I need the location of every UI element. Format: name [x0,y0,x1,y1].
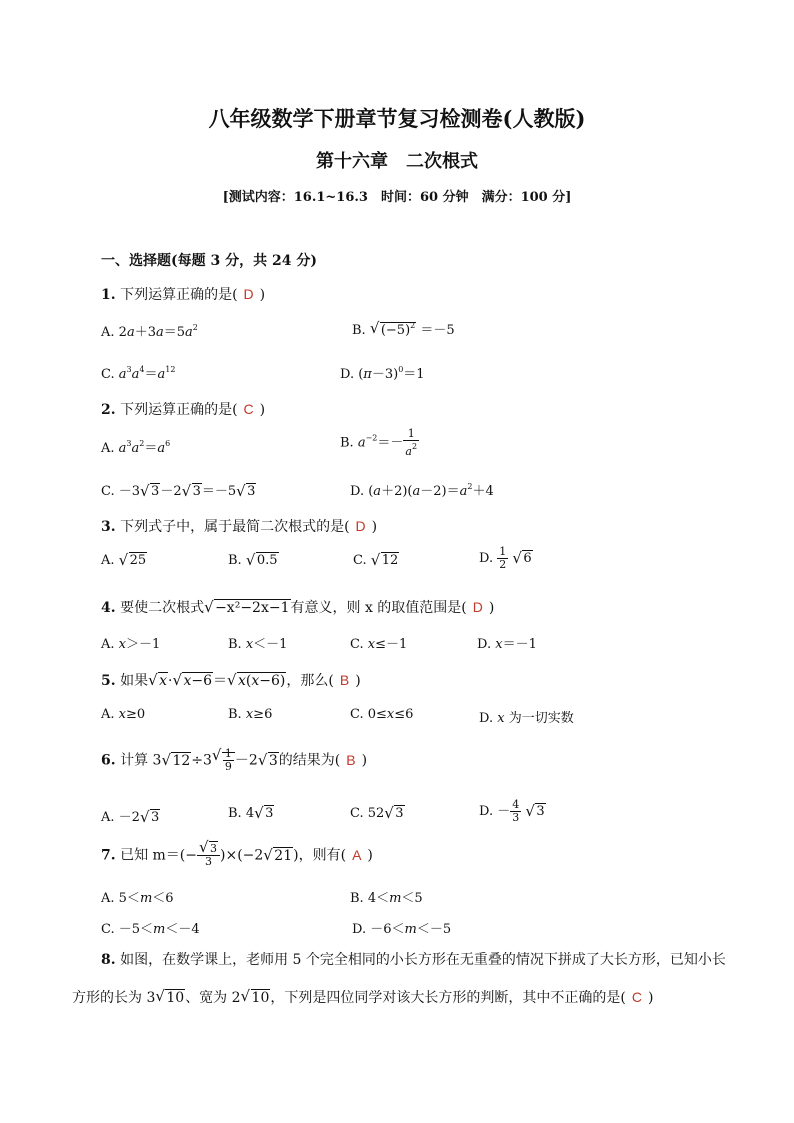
option-5c: C. 0≤x≤6 [350,707,414,722]
option-4d: D. x＝－1 [477,637,537,652]
answer-3: D [355,518,366,534]
option-4a: A. x＞－1 [101,637,161,652]
answer-4: D [472,599,483,615]
option-3b: B. √ 0.5 [228,553,279,568]
answer-7: A [352,846,362,863]
option-4b: B. x＜－1 [228,637,288,652]
option-5b: B. x≥6 [228,707,273,722]
answer-5: B [339,672,350,688]
option-6a: A. －2√ 3 [101,806,160,825]
option-1c: C. $a^3a^4=a^{12}$ [101,365,176,382]
question-1: 1. 下列运算正确的是( D ) [101,286,266,303]
question-4: 4. 要使二次根式√ −x²−2x−1有意义，则 x 的取值范围是( D ) [101,597,494,617]
option-7a: A. 5＜m＜6 [101,891,174,906]
option-4c: C. x≤－1 [350,637,408,652]
answer-8: C [631,989,642,1005]
answer-1: D [243,286,254,302]
option-7c: C. －5＜m＜－4 [101,922,200,937]
question-3: 3. 下列式子中，属于最简二次根式的是( D ) [101,518,378,535]
option-2a: A. $a^3a^2=a^6$ [101,439,171,456]
option-7d: D. －6＜m＜－5 [352,922,452,937]
question-8-line-1: 8. 如图，在数学课上，老师用 5 个完全相同的小长方形在无重叠的情况下拼成了大长方形，已知小长 [101,952,726,968]
answer-2: C [243,401,254,417]
option-3d: D. $\frac{1}{2}$ √ 6 [479,546,533,571]
option-2d: D. $(a+2)(a-2)=a^2+4$ [350,482,494,499]
option-2b: B. $a^{-2}=-$ $\frac{1}{a^2}$ [340,427,418,458]
answer-6: B [346,751,356,768]
option-2c: C. －3√ 3－2√ 3＝－5√ 3 [101,480,256,499]
question-7: 7. 已知 m＝(− √ $\frac{3}{3}$ )×(−2√ 21)，则有( A ) [101,843,373,868]
option-3c: C. √ 12 [353,553,399,568]
option-6d: D. － $\frac{4}{3}$ √ 3 [479,799,546,824]
question-2: 2. 下列运算正确的是( C ) [101,401,266,418]
option-1b: B. √ $(-5)^2 =-5$ [352,319,455,338]
page-title: 八年级数学下册章节复习检测卷(人教版) [208,106,586,131]
section-heading: 一、选择题(每题 3 分，共 24 分) [101,253,317,269]
option-7b: B. 4＜m＜5 [350,891,423,906]
option-5d: D. x 为一切实数 [479,711,574,726]
test-info: [测试内容：16.1~16.3 时间：60 分钟 满分：100 分] [222,190,572,205]
option-1a: A. $2a+3a=5a^2$ [101,323,198,340]
chapter-title: 第十六章 二次根式 [316,151,478,172]
question-8-line-2: 方形的长为 3√ 10、宽为 2√ 10，下列是四位同学对该大长方形的判断，其中不正确的是( C ) [72,980,653,1015]
option-6b: B. 4√ 3 [228,806,274,821]
option-1d: D. $(\pi-3)^0=1$ [340,365,425,382]
option-5a: A. x≥0 [101,707,146,722]
question-6: 6. 计算 3√ 12÷3 √ $\frac{1}{9}$ －2√ 3的结果为( B ) [101,748,367,773]
option-3a: A. √ 25 [101,553,147,568]
question-5: 5. 如果√ x·√ x−6＝√ x(x−6)，那么( B ) [101,670,361,690]
option-6c: C. 52√ 3 [350,806,405,821]
